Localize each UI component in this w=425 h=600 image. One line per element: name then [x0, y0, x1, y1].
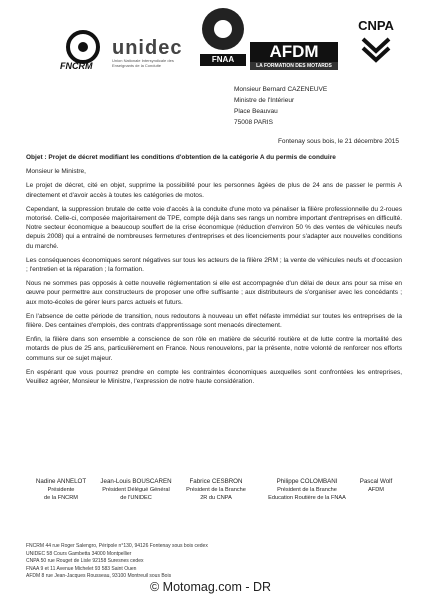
recipient-name: Monsieur Bernard CAZENEUVE: [234, 86, 328, 93]
afdm-logo-text: AFDM: [250, 42, 338, 62]
cnpa-logo-text: CNPA: [358, 18, 394, 33]
fnaa-logo: [198, 8, 248, 76]
unidec-logo-subtitle: Union Nationale Intersyndicale des Enseignants de la Conduite: [112, 58, 174, 68]
signatory: [351, 478, 401, 494]
signatory-role: de l'UNIDEC: [120, 495, 152, 501]
letter-paragraph: Nous ne sommes pas opposés à cette nouvelle réglementation si elle est accompagnée d'un délai de deux ans pour sa mise en œuvre pour permettre aux constructeurs de proposer une offre suffisante ; aux distributeurs de s'organiser avec les concédants ; aux moto-écoles de gérer leurs parcs actuels et futurs.: [26, 280, 402, 306]
letter-paragraph: Cependant, la suppression brutale de cette voie d'accès à la conduite d'une moto va pénaliser la filière professionnelle du 2-roues motorisé. Celle-ci, composée majoritairement de TPE, compte déjà dans ses rangs un nombre important d'entreprises en difficulté. Notre secteur économique a beaucoup souffert de la crise économique (réduction d'environ 50 % des ventes de véhicules neufs depuis 2008) qui a entraîné de nombreuses fermetures d'entreprises et des licenciements pour s'adapter aux nouvelles conditions du marché.: [26, 205, 402, 250]
fnaa-logo-text: FNAA: [200, 54, 246, 66]
signatory-role: 2R du CNPA: [200, 495, 232, 501]
letter-paragraph: Enfin, la filière dans son ensemble a conscience de son rôle en matière de sécurité routière et de lutte contre la mortalité des motards de plus de 25 ans, particulièrement en France. Nous renouvelons, par la présente, notre volonté de renforcer nos efforts communs sur ce sujet majeur.: [26, 336, 402, 362]
cnpa-logo: [350, 18, 402, 70]
signatory-role: Président Délégué Général: [102, 487, 170, 493]
signatory-name: Fabrice CESBRON: [189, 478, 243, 485]
recipient-address: [234, 84, 327, 128]
letter-subject: Objet : Projet de décret modifiant les conditions d'obtention de la catégorie A du permis de conduire: [26, 154, 336, 161]
signatory-role: Présidente: [47, 487, 75, 493]
footer-address-line: FNCRM 44 rue Roger Salengro, Péripole n°130, 94126 Fontenay sous bois cedex: [26, 543, 208, 549]
letter-date: Fontenay sous bois, le 21 décembre 2015: [277, 138, 399, 145]
signatory-role: de la FNCRM: [44, 495, 78, 501]
photo-credit: © Motomag.com - DR: [150, 580, 272, 594]
fncrm-logo: [60, 30, 112, 74]
letter-salutation: Monsieur le Ministre,: [26, 168, 86, 176]
letter-paragraph: En espérant que vous pourrez prendre en compte les contraintes économiques auxquelles sont confrontées les entreprises, Veuillez agréer, Monsieur le Ministre, l'expression de notre haute considération.: [26, 368, 402, 386]
signatory-role: Président de la Branche: [277, 487, 337, 493]
afdm-logo: [250, 42, 338, 72]
signatory-role: Président de la Branche: [186, 487, 246, 493]
afdm-logo-subtitle: LA FORMATION DES MOTARDS: [250, 62, 338, 70]
signatory-role: Education Routière de la FNAA: [268, 495, 346, 501]
signatory-role: AFDM: [368, 487, 384, 493]
fnaa-seal-icon: [202, 8, 244, 50]
signatory: [252, 478, 362, 502]
letter-paragraph: En l'absence de cette période de transition, nous redoutons à nouveau un effet néfaste immédiat sur toutes les entreprises de la filière. Des centaines d'emplois, des contrats d'apprentissage sont menacés directement.: [26, 312, 402, 330]
signature-block: [26, 478, 416, 518]
recipient-title: Ministre de l'Intérieur: [234, 97, 295, 104]
recipient-city: 75008 PARIS: [234, 119, 273, 126]
footer-address-line: FNAA 9 et 11 Avenue Michelet 93 583 Saint Ouen: [26, 565, 137, 572]
signatory-name: Philippe COLOMBANI: [276, 478, 338, 485]
fncrm-emblem-icon: [66, 30, 100, 64]
footer-address-line: AFDM 8 rue Jean-Jacques Rousseau, 93100 Montreuil sous Bois: [26, 573, 172, 580]
signatory-name: Pascal Wolf: [359, 478, 393, 485]
signatory: [171, 478, 261, 502]
letter-body: [26, 153, 402, 386]
footer-addresses: [26, 543, 208, 581]
logo-strip: [0, 0, 425, 80]
footer-address-line: CNPA 50 rue Rouget de Lisle 92158 Suresnes cedex: [26, 558, 144, 565]
unidec-logo-text: unidec: [112, 37, 183, 59]
footer-address-line: UNIDEC 58 Cours Gambetta 34000 Montpellier: [26, 550, 132, 557]
signatory-name: Jean-Louis BOUSCAREN: [100, 478, 172, 485]
fncrm-logo-text: FNCRM: [60, 61, 93, 71]
letter-paragraph: Le projet de décret, cité en objet, supprime la possibilité pour les personnes âgées de plus de 24 ans de passer le permis A directement et d'avoir accès à toutes les catégories de motos.: [26, 182, 402, 199]
unidec-logo: [112, 38, 194, 68]
cnpa-chevron-icon: [361, 35, 391, 63]
signatory-name: Nadine ANNELOT: [35, 478, 87, 485]
letter-paragraph: Les conséquences économiques seront négatives sur tous les acteurs de la filière 2RM ; la vente de véhicules neufs et d'occasion ; l'entretien et la réparation ; la formation.: [26, 256, 402, 274]
recipient-street: Place Beauvau: [234, 108, 278, 115]
